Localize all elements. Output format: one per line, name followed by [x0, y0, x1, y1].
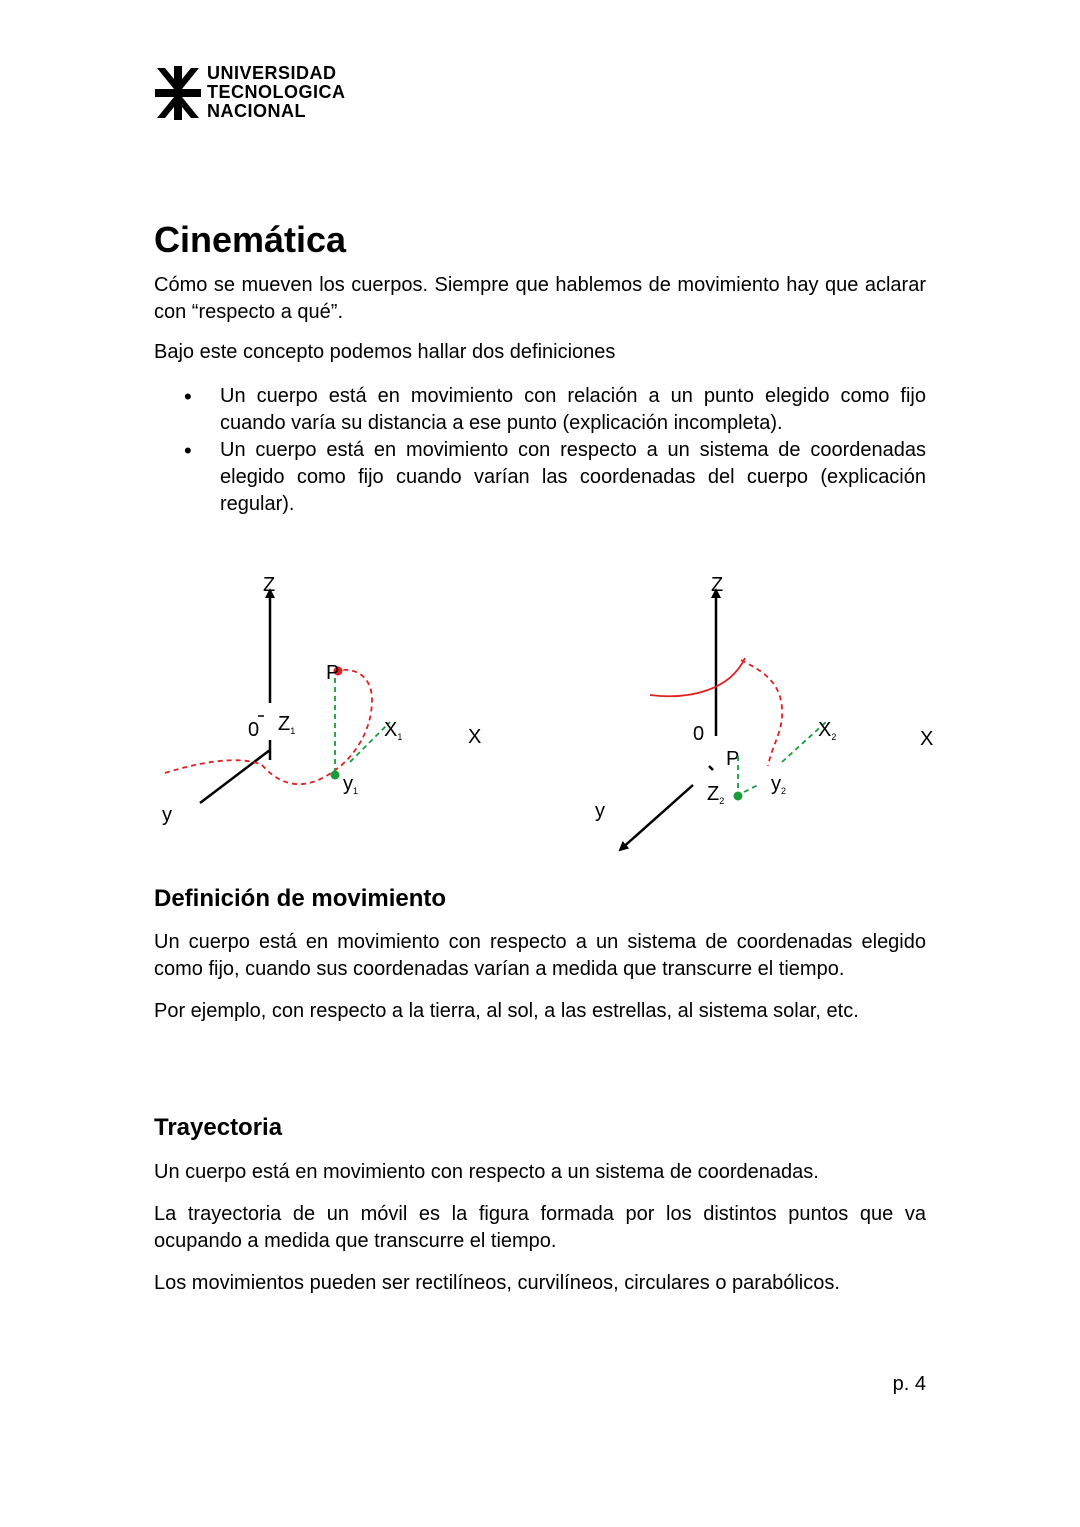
logo-line: NACIONAL: [207, 101, 306, 121]
intro-paragraph: Bajo este concepto podemos hallar dos definiciones: [154, 341, 616, 363]
z-axis-label: Z: [263, 574, 276, 596]
y-axis: [200, 750, 270, 803]
y1-label: $y_1$: [343, 773, 359, 796]
definition-section: [154, 885, 926, 1025]
intro-paragraph: Cómo se mueven los cuerpos. Siempre que hablemos de movimiento hay que aclarar con “respecto a qué”.: [154, 274, 926, 323]
section-heading: Trayectoria: [154, 1114, 283, 1141]
section-paragraph: La trayectoria de un móvil es la figura formada por los distintos puntos que va ocupando a medida que transcurre el tiempo.: [154, 1203, 926, 1252]
y-axis-label: y: [162, 804, 172, 826]
point-z2: [734, 792, 743, 801]
section-paragraph: Un cuerpo está en movimiento con respecto a un sistema de coordenadas.: [154, 1161, 819, 1183]
trajectory-arc: [650, 658, 745, 696]
list-item: • Un cuerpo está en movimiento con respecto a un sistema de coordenadas elegido como fijo cuando varían las coordenadas del cuerpo (explicación regular).: [154, 437, 926, 518]
section-paragraph: Los movimientos pueden ser rectilíneos, curvilíneos, circulares o parabólicos.: [154, 1272, 840, 1294]
trajectory-section: [154, 1114, 926, 1297]
y-axis: [620, 785, 693, 850]
projection-line-y2: [744, 784, 760, 792]
x2-label: $X_2$: [818, 719, 837, 742]
x1-label: $X_1$: [384, 719, 403, 742]
point-y1: [331, 771, 340, 780]
point-p-label: P: [326, 662, 340, 684]
logo-line: TECNOLOGICA: [207, 82, 346, 102]
origin-tick: [709, 766, 713, 770]
list-item: • Un cuerpo está en movimiento con relación a un punto elegido como fijo cuando varía su distancia a ese punto (explicación incompleta).: [154, 383, 926, 437]
section-heading: Definición de movimiento: [154, 885, 447, 912]
right-coordinate-system: [595, 574, 933, 850]
y2-label: $y_2$: [771, 773, 787, 796]
y-axis-label: y: [595, 800, 605, 822]
trajectory-curve: [165, 670, 372, 784]
x-axis-label: X: [920, 728, 934, 750]
page-title: Cinemática: [154, 219, 347, 260]
logo-line: UNIVERSIDAD: [207, 63, 337, 83]
section-paragraph: Por ejemplo, con respecto a la tierra, al sol, a las estrellas, al sistema solar, etc.: [154, 1000, 859, 1022]
trajectory-curve: [741, 660, 782, 766]
left-coordinate-system: [162, 574, 481, 826]
point-p-label: P: [726, 748, 740, 770]
origin-label: 0: [248, 719, 260, 741]
page-number: p. 4: [892, 1373, 926, 1395]
origin-label: 0: [693, 723, 705, 745]
z2-label: $Z_2$: [707, 783, 725, 806]
z-axis-label: Z: [711, 574, 724, 596]
z1-label: $Z_1$: [278, 713, 296, 736]
x-axis-label: X: [468, 726, 482, 748]
section-paragraph: Un cuerpo está en movimiento con respecto a un sistema de coordenadas elegido como fijo, cuando sus coordenadas varían a medida que transcurre el tiempo.: [154, 931, 926, 980]
